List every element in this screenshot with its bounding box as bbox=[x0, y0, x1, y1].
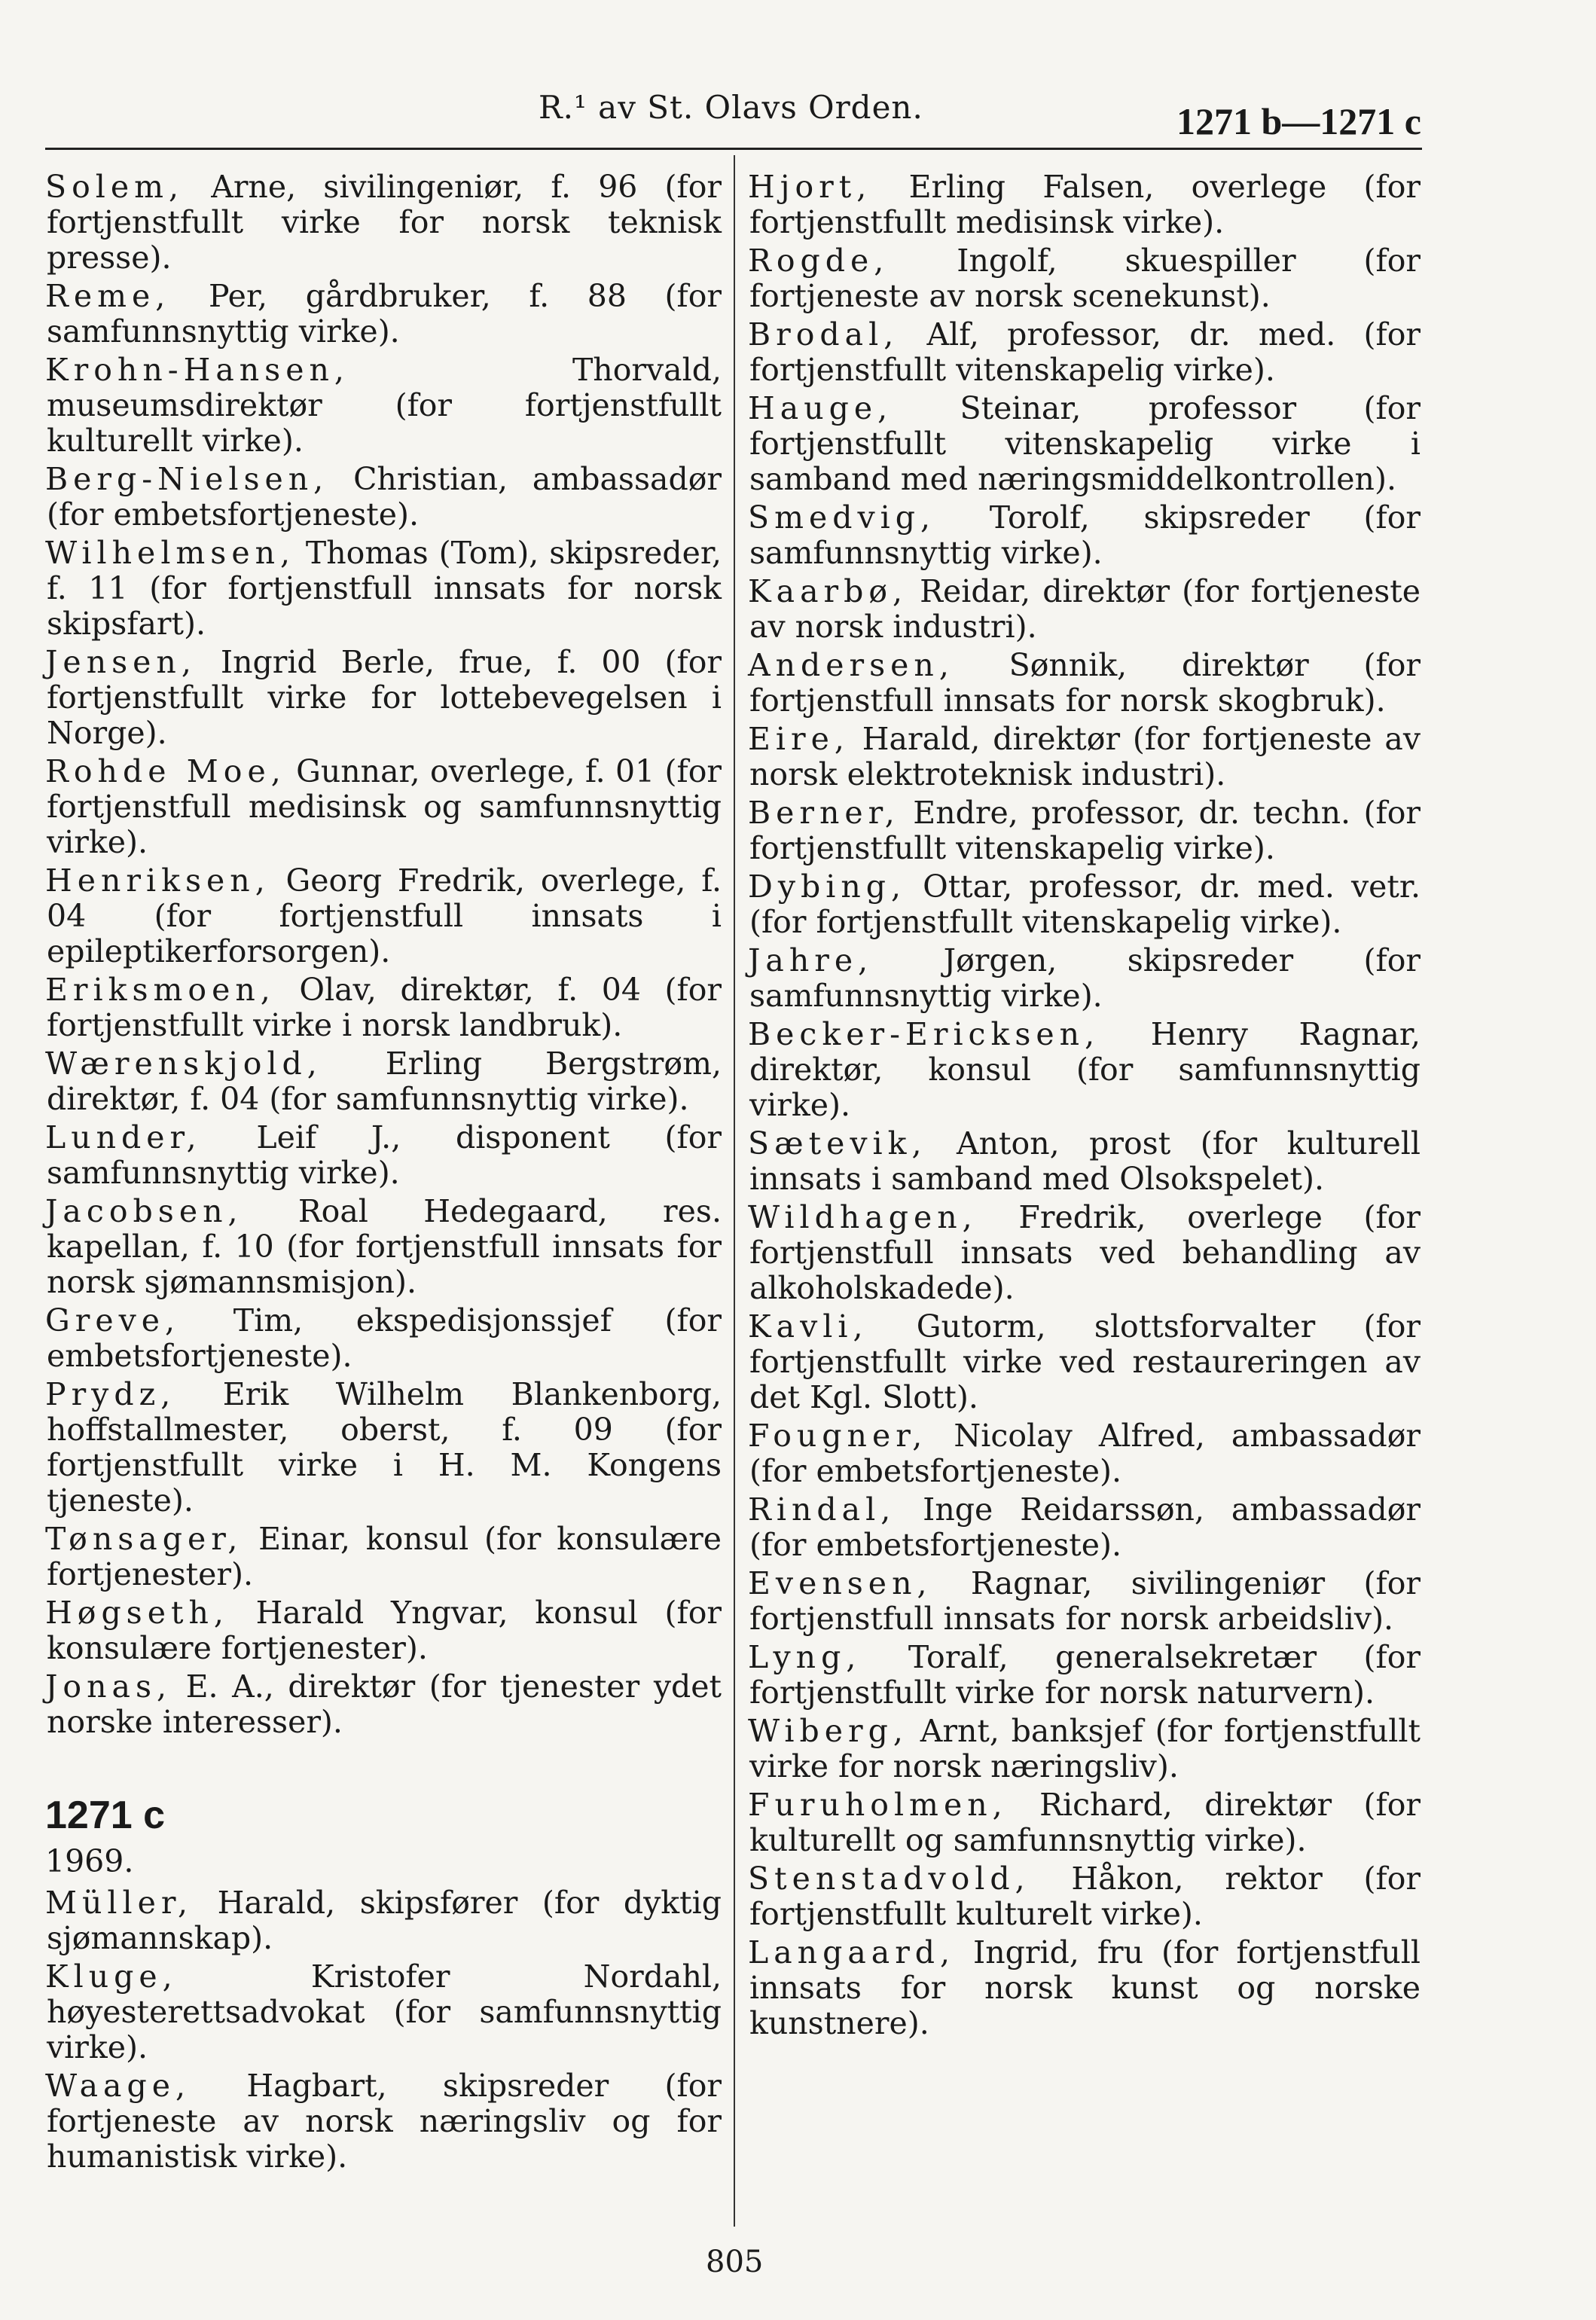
entry-text: Hagbart, skipsreder (for fortjeneste av norsk næringsliv og for humanistisk virke). bbox=[47, 2068, 722, 2175]
entry-text: Arnt, banksjef (for fortjenstfullt virke for norsk næringsliv). bbox=[749, 1713, 1421, 1784]
entry-surname: Furuholmen, bbox=[748, 1787, 1008, 1823]
entry-text: Endre, professor, dr. techn. (for fortjenstfullt vitenskapelig virke). bbox=[749, 795, 1421, 866]
entry-surname: Langaard, bbox=[748, 1934, 956, 1970]
entry bbox=[45, 863, 722, 969]
entry-text: Christian, ambassadør (for embetsfortjeneste). bbox=[47, 461, 722, 533]
entry bbox=[748, 500, 1421, 571]
entry bbox=[45, 353, 722, 459]
entry-text: Georg Fredrik, overlege, f. 04 (for fortjenstfull innsats i epileptikerforsorgen). bbox=[47, 862, 722, 969]
entry-surname: Kaarbø, bbox=[748, 573, 908, 609]
page-header bbox=[0, 0, 1596, 151]
entry-text: Reidar, direktør (for fortjeneste av norsk industri). bbox=[749, 573, 1421, 645]
entry bbox=[45, 462, 722, 533]
entry bbox=[748, 1309, 1421, 1415]
entry-surname: Wiberg, bbox=[748, 1713, 908, 1749]
entry bbox=[748, 1714, 1421, 1784]
entry bbox=[45, 2068, 722, 2175]
entry bbox=[45, 1194, 722, 1300]
entry-text: Leif J., disponent (for samfunnsnyttig virke). bbox=[47, 1119, 722, 1191]
entry bbox=[748, 1640, 1421, 1711]
entry-text: Nicolay Alfred, ambassadør (for embetsfortjeneste). bbox=[749, 1418, 1421, 1489]
entry-surname: Jahre, bbox=[748, 942, 874, 978]
entry bbox=[45, 1377, 722, 1519]
entry-text: Einar, konsul (for konsulære fortjenester). bbox=[47, 1521, 722, 1592]
entry-surname: Rohde Moe, bbox=[45, 753, 286, 789]
entry-text: Ingolf, skuespiller (for fortjeneste av norsk scenekunst). bbox=[749, 243, 1421, 314]
entry bbox=[45, 279, 722, 350]
entry bbox=[45, 1522, 722, 1592]
entry-text: Gunnar, overlege, f. 01 (for fortjenstfull medisinsk og samfunnsnyttig virke). bbox=[47, 753, 722, 860]
entry-surname: Hjort, bbox=[748, 169, 872, 205]
entry-text: Ragnar, sivilingeniør (for fortjenstfull innsats for norsk arbeidsliv). bbox=[749, 1565, 1421, 1637]
entry bbox=[748, 574, 1421, 645]
entry-surname: Høgseth, bbox=[45, 1595, 229, 1631]
entry-text: Erik Wilhelm Blankenborg, hoffstallmester, oberst, f. 09 (for fortjenstfullt virke i H. M. Kongens tjeneste). bbox=[47, 1376, 722, 1519]
entry bbox=[748, 1492, 1421, 1563]
entry bbox=[748, 1935, 1421, 2041]
entry-surname: Evensen, bbox=[748, 1565, 932, 1601]
entry-text: Harald Yngvar, konsul (for konsulære fortjenester). bbox=[47, 1595, 722, 1666]
entry-surname: Krohn-Hansen, bbox=[45, 352, 349, 388]
entry-surname: Dybing, bbox=[748, 868, 907, 905]
section-year: 1969. bbox=[45, 1843, 134, 1879]
entry-text: Thorvald, museumsdirektør (for fortjenstfullt kulturellt virke). bbox=[47, 352, 722, 459]
header-rule bbox=[45, 148, 1422, 150]
entry bbox=[45, 1303, 722, 1374]
entry-surname: Eriksmoen, bbox=[45, 972, 276, 1008]
entry bbox=[45, 1959, 722, 2065]
entry-text: Erling Falsen, overlege (for fortjenstfullt medisinsk virke). bbox=[749, 169, 1421, 240]
entry-surname: Lunder, bbox=[45, 1119, 202, 1155]
entry-surname: Rindal, bbox=[748, 1491, 896, 1528]
entry-surname: Wærenskjold, bbox=[45, 1046, 322, 1082]
entry bbox=[45, 972, 722, 1043]
entry-surname: Berner, bbox=[748, 795, 900, 831]
page-number: 805 bbox=[706, 2245, 764, 2279]
entry-surname: Waage, bbox=[45, 2068, 191, 2104]
entry bbox=[748, 1017, 1421, 1123]
entry-text: Håkon, rektor (for fortjenstfullt kulturelt virke). bbox=[749, 1861, 1421, 1932]
entry-text: Torolf, skipsreder (for samfunnsnyttig virke). bbox=[749, 499, 1421, 571]
entry bbox=[748, 391, 1421, 497]
entry-text: Inge Reidarssøn, ambassadør (for embetsfortjeneste). bbox=[749, 1491, 1421, 1563]
entry-text: Jørgen, skipsreder (for samfunnsnyttig virke). bbox=[749, 942, 1421, 1014]
entry bbox=[748, 869, 1421, 940]
entry-text: Harald, skipsfører (for dyktig sjømannskap). bbox=[47, 1885, 722, 1956]
entry bbox=[748, 1200, 1421, 1306]
entry-text: Per, gårdbruker, f. 88 (for samfunnsnyttig virke). bbox=[47, 278, 722, 350]
entry-text: Sønnik, direktør (for fortjenstfull innsats for norsk skogbruk). bbox=[749, 647, 1421, 719]
entry-surname: Eire, bbox=[748, 721, 850, 757]
entry bbox=[45, 645, 722, 751]
entry-text: Richard, direktør (for kulturellt og samfunnsnyttig virke). bbox=[749, 1787, 1421, 1858]
entry bbox=[748, 943, 1421, 1014]
entry-surname: Müller, bbox=[45, 1885, 194, 1921]
entry-surname: Andersen, bbox=[748, 647, 954, 683]
running-title: R.¹ av St. Olavs Orden. bbox=[539, 89, 923, 126]
entry bbox=[45, 754, 722, 860]
column-divider bbox=[734, 155, 735, 2227]
entry bbox=[748, 1566, 1421, 1637]
page-range: 1271 b—1271 c bbox=[1176, 100, 1421, 142]
entry-text: Henry Ragnar, direktør, konsul (for samfunnsnyttig virke). bbox=[749, 1016, 1421, 1123]
entry-text: Olav, direktør, f. 04 (for fortjenstfullt virke i norsk landbruk). bbox=[47, 972, 722, 1043]
entry-surname: Prydz, bbox=[45, 1376, 176, 1412]
entry bbox=[748, 1126, 1421, 1197]
entry-text: Ingrid Berle, frue, f. 00 (for fortjenstfullt virke for lottebevegelsen i Norge). bbox=[47, 644, 722, 751]
entry bbox=[45, 1046, 722, 1117]
section-entry-list bbox=[45, 1885, 722, 2175]
entry-surname: Stenstadvold, bbox=[748, 1861, 1030, 1897]
entry-surname: Brodal, bbox=[748, 316, 899, 353]
entry-text: Kristofer Nordahl, høyesterettsadvokat (for samfunnsnyttig virke). bbox=[47, 1958, 722, 2065]
right-column bbox=[748, 169, 1421, 2044]
entry bbox=[748, 1418, 1421, 1489]
entry-text: Gutorm, slottsforvalter (for fortjenstfullt virke ved restaureringen av det Kgl. Slott). bbox=[749, 1308, 1421, 1415]
entry bbox=[748, 1861, 1421, 1932]
entry-text: Roal Hedegaard, res. kapellan, f. 10 (for fortjenstfull innsats for norsk sjømannsmisjon). bbox=[47, 1193, 722, 1300]
entry-surname: Solem, bbox=[45, 169, 185, 205]
section-heading: 1271 c bbox=[45, 1793, 166, 1837]
entry bbox=[748, 648, 1421, 719]
entry-surname: Greve, bbox=[45, 1302, 181, 1339]
left-column bbox=[45, 169, 722, 2178]
entry bbox=[45, 1595, 722, 1666]
entry-surname: Becker-Ericksen, bbox=[748, 1016, 1100, 1052]
entry-surname: Sætevik, bbox=[748, 1125, 927, 1162]
entry-text: Arne, sivilingeniør, f. 96 (for fortjenstfullt virke for norsk teknisk presse). bbox=[47, 169, 722, 276]
entry-text: Toralf, generalsekretær (for fortjenstfullt virke for norsk naturvern). bbox=[749, 1639, 1421, 1711]
entry-surname: Henriksen, bbox=[45, 862, 270, 899]
entry-surname: Lyng, bbox=[748, 1639, 862, 1675]
entry bbox=[748, 722, 1421, 792]
entry bbox=[45, 1669, 722, 1740]
entry-text: Anton, prost (for kulturell innsats i samband med Olsokspelet). bbox=[749, 1125, 1421, 1197]
entry-text: Steinar, professor (for fortjenstfullt vitenskapelig virke i samband med næringsmiddelkontrollen). bbox=[749, 390, 1421, 497]
entry-text: Fredrik, overlege (for fortjenstfull innsats ved behandling av alkoholskadede). bbox=[749, 1199, 1421, 1306]
entry-surname: Rogde, bbox=[748, 243, 890, 279]
left-entry-list bbox=[45, 169, 722, 1740]
entry bbox=[748, 243, 1421, 314]
entry bbox=[45, 1885, 722, 1956]
entry bbox=[748, 169, 1421, 240]
entry-surname: Fougner, bbox=[748, 1418, 928, 1454]
entry-surname: Jonas, bbox=[45, 1668, 172, 1705]
right-entry-list bbox=[748, 169, 1421, 2041]
entry-text: Harald, direktør (for fortjeneste av norsk elektroteknisk industri). bbox=[749, 721, 1421, 792]
entry-surname: Reme, bbox=[45, 278, 171, 314]
entry bbox=[45, 536, 722, 642]
entry-surname: Hauge, bbox=[748, 390, 893, 426]
entry bbox=[45, 1120, 722, 1191]
entry-surname: Kluge, bbox=[45, 1958, 178, 1995]
entry bbox=[748, 795, 1421, 866]
entry-surname: Wilhelmsen, bbox=[45, 535, 296, 571]
entry-surname: Berg-Nielsen, bbox=[45, 461, 329, 497]
entry-text: E. A., direktør (for tjenester ydet norske interesser). bbox=[47, 1668, 722, 1740]
entry bbox=[45, 169, 722, 276]
entry-surname: Smedvig, bbox=[748, 499, 936, 536]
entry-surname: Kavli, bbox=[748, 1308, 868, 1345]
entry-text: Ottar, professor, dr. med. vetr. (for fortjenstfullt vitenskapelig virke). bbox=[749, 868, 1421, 940]
entry-text: Tim, ekspedisjonssjef (for embetsfortjeneste). bbox=[47, 1302, 722, 1374]
entry-surname: Jensen, bbox=[45, 644, 197, 680]
entry-surname: Tønsager, bbox=[45, 1521, 243, 1557]
entry bbox=[748, 317, 1421, 388]
entry-text: Thomas (Tom), skipsreder, f. 11 (for fortjenstfull innsats for norsk skipsfart). bbox=[47, 535, 722, 642]
entry-text: Erling Bergstrøm, direktør, f. 04 (for samfunnsnyttig virke). bbox=[47, 1046, 722, 1117]
entry-surname: Wildhagen, bbox=[748, 1199, 978, 1235]
entry-text: Alf, professor, dr. med. (for fortjenstfullt vitenskapelig virke). bbox=[749, 316, 1421, 388]
entry-surname: Jacobsen, bbox=[45, 1193, 243, 1229]
entry bbox=[748, 1787, 1421, 1858]
entry-text: Ingrid, fru (for fortjenstfull innsats for norsk kunst og norske kunstnere). bbox=[749, 1934, 1421, 2041]
